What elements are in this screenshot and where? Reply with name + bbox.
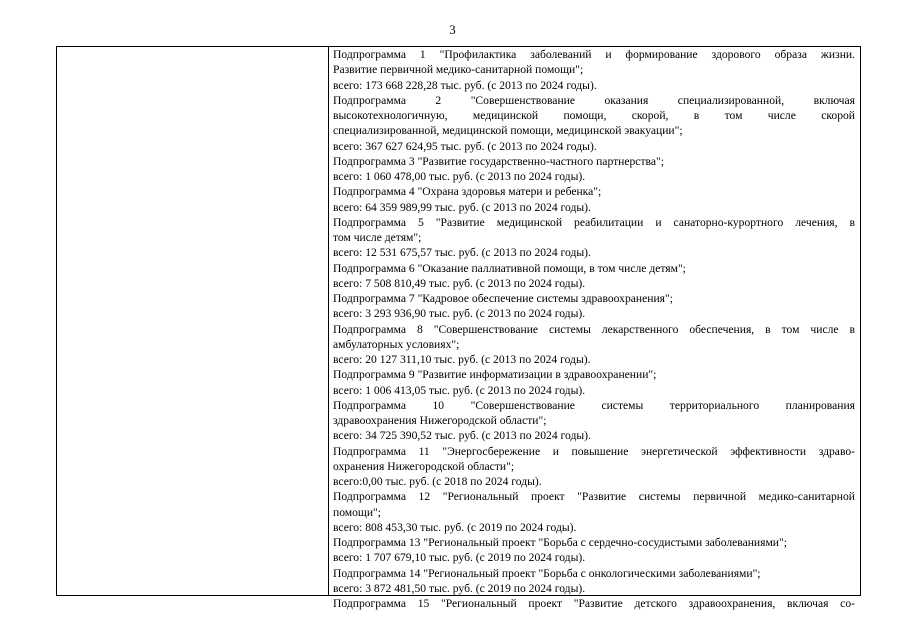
text-line: Подпрограмма 14 "Региональный проект "Борьба с онкологическими заболеваниями"; xyxy=(333,566,761,580)
text-line: Подпрограмма 11 "Энергосбережение и повышение энергетической эффективности здраво- xyxy=(333,444,855,458)
document-table xyxy=(56,46,861,610)
text-line: Подпрограмма 10 "Совершенствование системы территориального планирования xyxy=(333,398,855,412)
text-line: Подпрограмма 2 "Совершенствование оказания специализированной, включая xyxy=(333,93,855,107)
table-right-cell xyxy=(329,47,860,610)
text-line: всего: 12 531 675,57 тыс. руб. (с 2013 по 2024 годы). xyxy=(333,246,591,260)
page-number: 3 xyxy=(449,23,456,37)
text-line: помощи"; xyxy=(333,505,381,519)
text-line: всего: 20 127 311,10 тыс. руб. (с 2013 по 2024 годы). xyxy=(333,353,591,366)
text-line: специализированной, медицинской помощи, медицинской эвакуации"; xyxy=(333,124,683,138)
text-line: том числе детям"; xyxy=(333,231,422,244)
text-line: Подпрограмма 4 "Охрана здоровья матери и ребенка"; xyxy=(333,185,602,199)
text-line: Подпрограмма 8 "Совершенствование системы лекарственного обеспечения, в том числе в xyxy=(333,322,855,336)
text-line: Подпрограмма 5 "Развитие медицинской реабилитации и санаторно-курортного лечения, в xyxy=(333,215,855,229)
text-line: высокотехнологичную, медицинской помощи, скорой, в том числе скорой xyxy=(333,109,855,122)
text-line: Подпрограмма 15 "Региональный проект "Развитие детского здравоохранения, включая со- xyxy=(333,597,855,610)
text-line: здравоохранения Нижегородской области"; xyxy=(333,414,547,427)
text-line: всего: 808 453,30 тыс. руб. (с 2019 по 2024 годы). xyxy=(333,520,577,534)
text-line: всего: 64 359 989,99 тыс. руб. (с 2013 по 2024 годы). xyxy=(333,200,591,214)
text-line: Подпрограмма 13 "Региональный проект "Борьба с сердечно-сосудистыми заболеваниями"; xyxy=(333,536,787,549)
text-line: Подпрограмма 9 "Развитие информатизации в здравоохранении"; xyxy=(333,368,657,382)
text-line: всего:0,00 тыс. руб. (с 2018 по 2024 годы). xyxy=(333,475,542,488)
text-line: амбулаторных условиях"; xyxy=(333,337,460,351)
text-line: охранения Нижегородской области"; xyxy=(333,459,515,473)
text-line: Подпрограмма 6 "Оказание паллиативной помощи, в том числе детям"; xyxy=(333,261,686,275)
text-line: всего: 3 872 481,50 тыс. руб. (с 2019 по 2024 годы). xyxy=(333,581,586,595)
text-line: всего: 3 293 936,90 тыс. руб. (с 2013 по 2024 годы). xyxy=(333,307,586,321)
text-line: всего: 34 725 390,52 тыс. руб. (с 2013 по 2024 годы). xyxy=(333,429,591,443)
text-line: всего: 173 668 228,28 тыс. руб. (с 2013 по 2024 годы). xyxy=(333,78,597,92)
text-line: всего: 1 006 413,05 тыс. руб. (с 2013 по 2024 годы). xyxy=(333,383,586,397)
text-line: всего: 1 707 679,10 тыс. руб. (с 2019 по 2024 годы). xyxy=(333,551,586,565)
text-line: Подпрограмма 1 "Профилактика заболеваний и формирование здорового образа жизни. xyxy=(333,48,855,61)
text-line: Подпрограмма 7 "Кадровое обеспечение системы здравоохранения"; xyxy=(333,292,673,305)
text-line: всего: 367 627 624,95 тыс. руб. (с 2013 по 2024 годы). xyxy=(333,139,597,153)
text-line: Подпрограмма 12 "Региональный проект "Развитие системы первичной медико-санитарной xyxy=(333,490,855,504)
table-left-cell xyxy=(57,47,329,595)
text-line: всего: 1 060 478,00 тыс. руб. (с 2013 по 2024 годы). xyxy=(333,170,586,183)
text-line: Развитие первичной медико-санитарной помощи"; xyxy=(333,63,584,77)
text-line: всего: 7 508 810,49 тыс. руб. (с 2013 по 2024 годы). xyxy=(333,276,586,290)
text-line: Подпрограмма 3 "Развитие государственно-частного партнерства"; xyxy=(333,154,664,168)
